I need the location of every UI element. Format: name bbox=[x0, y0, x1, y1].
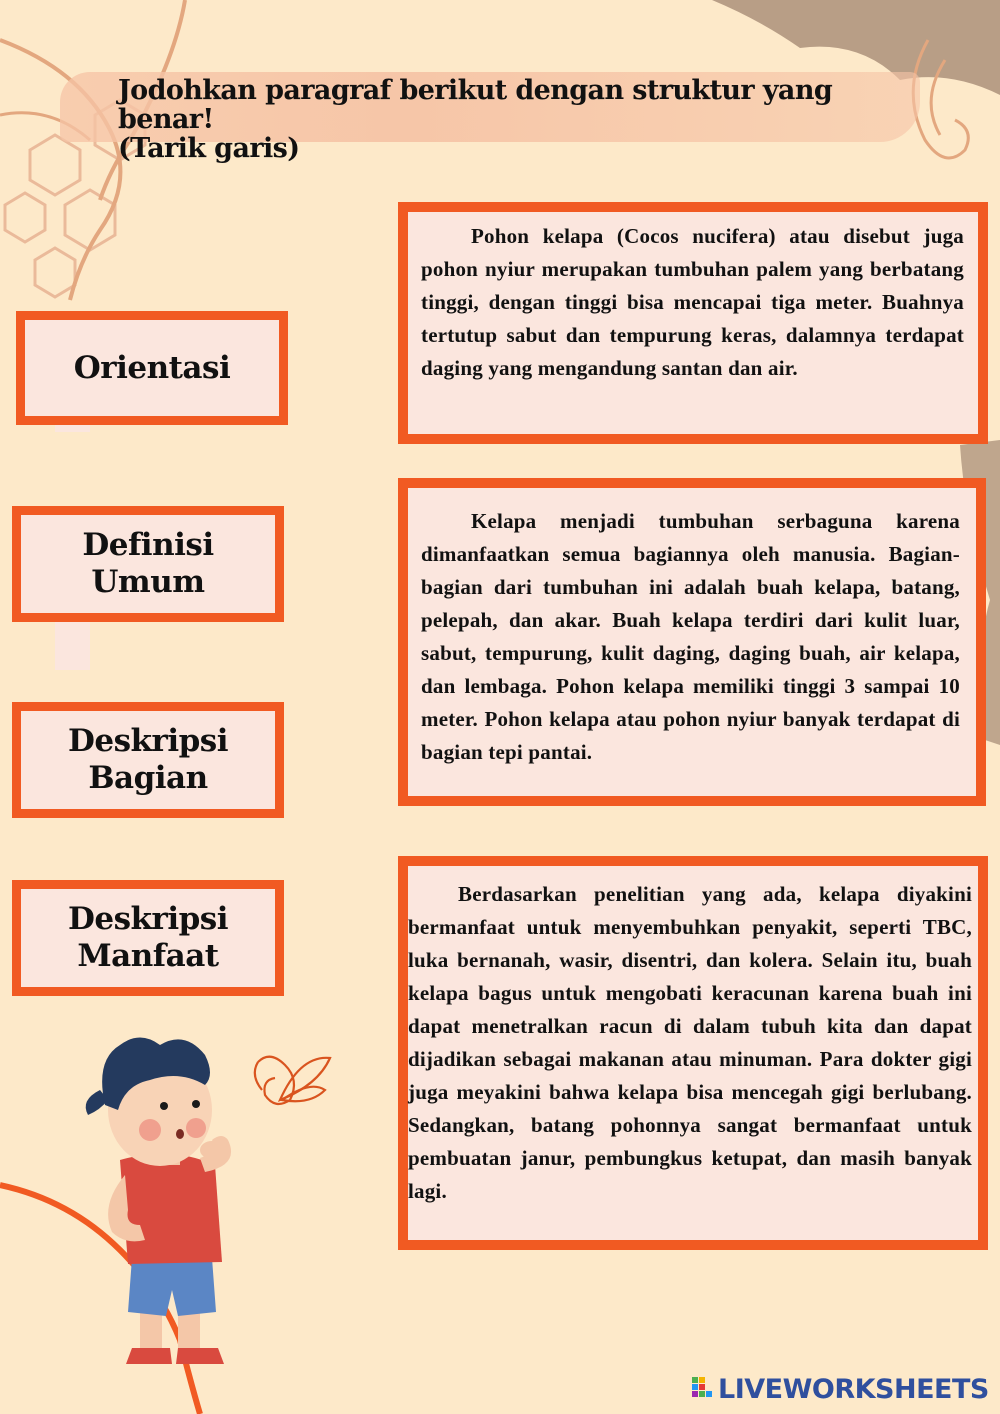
leaf-flourish-icon bbox=[255, 1057, 330, 1104]
label-orientasi[interactable] bbox=[16, 311, 288, 425]
paragraph-box-3[interactable] bbox=[398, 856, 988, 1250]
liveworksheets-logo[interactable] bbox=[692, 1374, 989, 1405]
label-text: Orientasi bbox=[73, 349, 231, 386]
brand-name: LIVEWORKSHEETS bbox=[718, 1374, 989, 1405]
label-definisi-umum[interactable] bbox=[12, 506, 284, 622]
paragraph-text: Berdasarkan penelitian yang ada, kelapa diyakini bermanfaat untuk menyembuhkan penyakit, seperti TBC, luka bernanah, wasir, disentri, dan kolera. Selain itu, buah kelapa bagus untuk mengobati keracunan karena buah ini dapat menetralkan racun di dalam tubuh kita dan dapat dijadikan sebagai makanan atau minuman. Para dokter gigi juga meyakini bahwa kelapa bisa mencegah gigi berlubang. Sedangkan, batang pohonnya sangat bermanfaat untuk pembuatan janur, pembungkus ketupat, dan masih banyak lagi. bbox=[408, 882, 972, 1203]
paragraph-box-2[interactable] bbox=[398, 478, 986, 806]
thinking-boy-illustration bbox=[86, 1038, 231, 1365]
liveworksheets-logo-icon bbox=[692, 1377, 714, 1403]
paragraph-box-1[interactable] bbox=[398, 202, 988, 444]
label-text: Deskripsi Manfaat bbox=[67, 901, 229, 974]
label-text: Definisi Umum bbox=[82, 527, 214, 600]
page-title: Jodohkan paragraf berikut dengan struktur yang benar! (Tarik garis) bbox=[118, 75, 833, 164]
label-deskripsi-bagian[interactable] bbox=[12, 702, 284, 818]
label-deskripsi-manfaat[interactable] bbox=[12, 880, 284, 996]
label-text: Deskripsi Bagian bbox=[67, 723, 229, 796]
paragraph-text: Pohon kelapa (Cocos nucifera) atau disebut juga pohon nyiur merupakan tumbuhan palem yang berbatang tinggi, dengan tinggi bisa mencapai tiga meter. Buahnya tertutup sabut dan tempurung keras, dalamnya terdapat daging yang mengandung santan dan air. bbox=[421, 224, 964, 380]
paragraph-text: Kelapa menjadi tumbuhan serbaguna karena dimanfaatkan semua bagiannya oleh manusia. Bagian-bagian dari tumbuhan ini adalah buah kelapa, batang, pelepah, dan akar. Buah kelapa terdiri dari kulit luar, sabut, tempurung, kulit daging, daging buah, air kelapa, dan lembaga. Pohon kelapa memiliki tinggi 3 sampai 10 meter. Pohon kelapa atau pohon nyiur banyak terdapat di bagian tepi pantai. bbox=[421, 509, 960, 764]
